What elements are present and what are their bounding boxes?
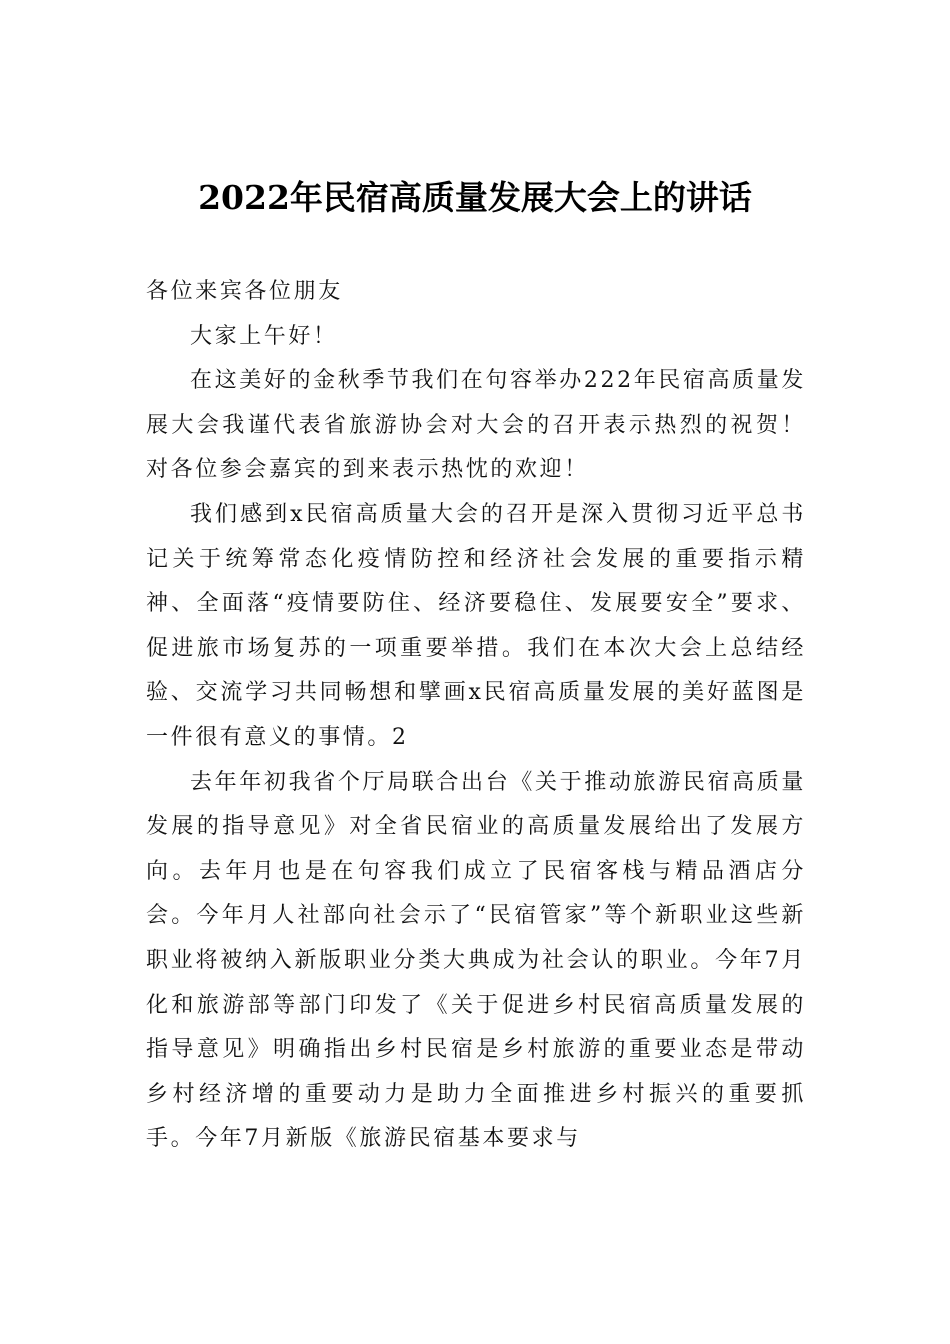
paragraph-significance: 我们感到x民宿高质量大会的召开是深入贯彻习近平总书记关于统筹常态化疫情防控和经济社会发展的重要指示精神、全面落“疫情要防住、经济要稳住、发展要安全”要求、促进旅市场复苏的一项重要举措。我们在本次大会上总结经验、交流学习共同畅想和擘画x民宿高质量发展的美好蓝图是一件很有意义的事情。2 bbox=[146, 501, 806, 750]
salutation: 各位来宾各位朋友 bbox=[146, 279, 343, 304]
paragraph-policy: 去年年初我省个厅局联合出台《关于推动旅游民宿高质量发展的指导意见》对全省民宿业的高质量发展给出了发展方向。去年月也是在句容我们成立了民宿客栈与精品酒店分会。今年月人社部向社会示了“民宿管家”等个新职业这些新职业将被纳入新版职业分类大典成为社会认的职业。今年7月化和旅游部等部门印发了《关于促进乡村民宿高质量发展的指导意见》明确指出乡村民宿是乡村旅游的重要业态是带动乡村经济增的重要动力是助力全面推进乡村振兴的重要抓手。今年7月新版《旅游民宿基本要求与 bbox=[146, 769, 806, 1152]
paragraph-greeting: 大家上午好！ bbox=[190, 323, 338, 349]
document-title: 2022年民宿高质量发展大会上的讲话 bbox=[198, 178, 752, 217]
paragraph-welcome: 在这美好的金秋季节我们在句容举办222年民宿高质量发展大会我谨代表省旅游协会对大会的召开表示热烈的祝贺！对各位参会嘉宾的到来表示热忱的欢迎！ bbox=[146, 368, 806, 483]
document-body bbox=[146, 270, 806, 1162]
